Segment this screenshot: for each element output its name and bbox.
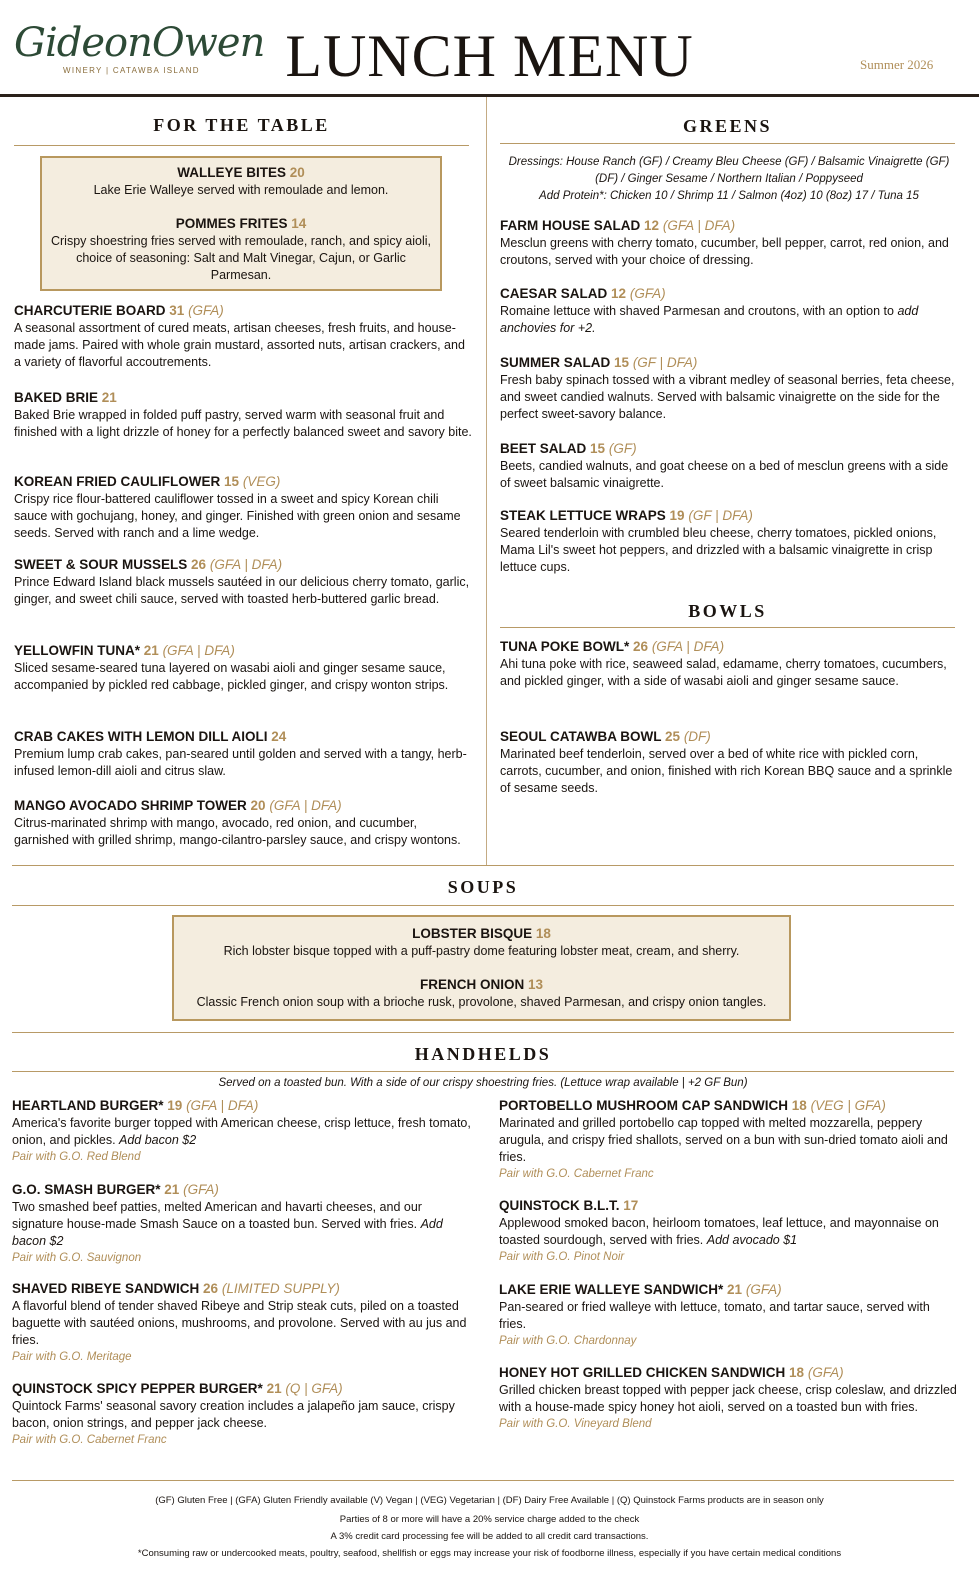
item-name: CHARCUTERIE BOARD (14, 303, 166, 318)
dressings-line: (DF) / Ginger Sesame / Northern Italian / Poppyseed (595, 173, 863, 185)
item-description: Lake Erie Walleye served with remoulade and lemon. (93, 183, 389, 197)
header-divider (0, 94, 979, 97)
item-description: Beets, candied walnuts, and goat cheese on a bed of mesclun greens with a side of sweet balsamic vinaigrette. (500, 459, 949, 490)
menu-item (50, 164, 432, 199)
item-description: Marinated and grilled portobello cap topped with melted mozzarella, peppery arugula, and crispy fried shallots, served on a bun with sun-dried tomato aioli and fries. (499, 1116, 948, 1164)
section-title-soups: SOUPS (447, 877, 519, 897)
item-description: Two smashed beef patties, melted American and havarti cheeses, and our signature house-made Smash Sauce on a toasted bun. Served with fries. (12, 1200, 422, 1231)
dressings-note (500, 154, 958, 205)
item-description: Mesclun greens with cherry tomato, cucumber, bell pepper, carrot, red onion, and croutons, served with your choice of dressing. (500, 236, 949, 267)
item-description: A seasonal assortment of cured meats, artisan cheeses, fresh fruits, and house-made jams. Paired with whole grain mustard, assorted nuts, artisan crackers, and a variety of flavorful accoutrements. (14, 321, 465, 369)
item-price: 25 (665, 729, 681, 744)
item-price: 21 (727, 1282, 743, 1297)
item-price: 18 (535, 926, 551, 941)
item-tags: (GFA | DFA) (269, 798, 342, 813)
section-rule (500, 143, 955, 144)
footer-rule (12, 1480, 954, 1481)
wine-pairing: Pair with G.O. Vineyard Blend (499, 1418, 652, 1430)
wine-pairing: Pair with G.O. Sauvignon (12, 1252, 142, 1264)
item-name: LAKE ERIE WALLEYE SANDWICH* (499, 1282, 724, 1297)
food-safety-warning: *Consuming raw or undercooked meats, poultry, seafood, shellfish or eggs may increase your risk of foodborne illness, especially if you have certain medical conditions (137, 1548, 842, 1559)
item-price: 19 (669, 508, 685, 523)
column-divider (486, 97, 487, 865)
menu-item (500, 217, 958, 269)
item-description: A flavorful blend of tender shaved Ribeye and Strip steak cuts, piled on a toasted baguette with sautéed onions, mushrooms, and provolone. Served with au jus and fries. (12, 1299, 467, 1347)
menu-item (499, 1281, 959, 1349)
item-price: 21 (266, 1381, 282, 1396)
logo-wordmark: GideonOwen (14, 20, 265, 66)
item-tags: (LIMITED SUPPLY) (221, 1281, 340, 1296)
section-rule (12, 905, 954, 906)
item-addon: add anchovies for +2. (500, 304, 919, 335)
item-tags: (GFA) (745, 1282, 782, 1297)
item-tags: (VEG | GFA) (810, 1098, 886, 1113)
item-tags: (GF | DFA) (688, 508, 753, 523)
card-fee-note: A 3% credit card processing fee will be added to all credit card transactions. (330, 1531, 649, 1542)
item-price: 14 (291, 216, 307, 231)
handhelds-note: Served on a toasted bun. With a side of our crispy shoestring fries. (Lettuce wrap available | +2 GF Bun) (218, 1077, 748, 1089)
item-name: HONEY HOT GRILLED CHICKEN SANDWICH (499, 1365, 786, 1380)
item-tags: (GFA) (629, 286, 666, 301)
item-name: SHAVED RIBEYE SANDWICH (12, 1281, 200, 1296)
dressings-line: Dressings: House Ranch (GF) / Creamy Bleu Cheese (GF) / Balsamic Vinaigrette (GF) (508, 156, 950, 168)
logo-subtitle: WINERY | CATAWBA ISLAND (63, 66, 200, 75)
menu-item (50, 215, 432, 284)
item-addon: Add bacon $2 (12, 1217, 443, 1248)
item-tags: (GFA | DFA) (186, 1098, 259, 1113)
item-price: 15 (614, 355, 630, 370)
item-name: MANGO AVOCADO SHRIMP TOWER (14, 798, 247, 813)
menu-item (14, 389, 472, 441)
item-name: POMMES FRITES (175, 216, 288, 231)
menu-item (12, 1380, 472, 1448)
menu-item (499, 1097, 959, 1182)
item-tags: (GFA | DFA) (662, 218, 736, 233)
item-description: America's favorite burger topped with American cheese, crisp lettuce, fresh tomato, onion, and pickles. (12, 1116, 471, 1147)
menu-item (500, 440, 958, 492)
menu-item (499, 1197, 959, 1265)
item-price: 19 (167, 1098, 183, 1113)
item-price: 21 (101, 390, 117, 405)
item-description: Rich lobster bisque topped with a puff-pastry dome featuring lobster meat, cream, and sherry. (223, 944, 740, 958)
service-charge-note: Parties of 8 or more will have a 20% service charge added to the check (339, 1514, 640, 1525)
item-name: BAKED BRIE (14, 390, 99, 405)
item-name: CAESAR SALAD (500, 286, 608, 301)
item-name: QUINSTOCK SPICY PEPPER BURGER* (12, 1381, 263, 1396)
section-rule (12, 1071, 954, 1072)
item-tags: (Q | GFA) (285, 1381, 343, 1396)
item-description: Applewood smoked bacon, heirloom tomatoes, leaf lettuce, and mayonnaise on toasted sourdough, served with fries. (499, 1216, 939, 1247)
item-price: 17 (623, 1198, 639, 1213)
item-name: FARM HOUSE SALAD (500, 218, 641, 233)
item-price: 12 (611, 286, 627, 301)
item-price: 26 (203, 1281, 219, 1296)
season-label: Summer 2026 (860, 57, 934, 72)
item-name: QUINSTOCK B.L.T. (499, 1198, 620, 1213)
item-description: Quintock Farms' seasonal savory creation includes a jalapeño jam sauce, crispy bacon, onion strings, and pepper jack cheese. (12, 1399, 455, 1430)
item-name: PORTOBELLO MUSHROOM CAP SANDWICH (499, 1098, 789, 1113)
menu-item (12, 1280, 472, 1365)
item-name: G.O. SMASH BURGER* (12, 1182, 161, 1197)
item-tags: (GFA | DFA) (209, 557, 283, 572)
section-title-bowls: BOWLS (688, 601, 767, 621)
wine-pairing: Pair with G.O. Cabernet Franc (499, 1168, 654, 1180)
item-price: 15 (590, 441, 606, 456)
menu-item (14, 473, 472, 542)
item-description: Crispy shoestring fries served with remoulade, ranch, and spicy aioli, choice of seasoning: Salt and Malt Vinegar, Cajun, or Garlic Parmesan. (50, 234, 432, 282)
item-description: Citrus-marinated shrimp with mango, avocado, red onion, and cucumber, garnished with grilled shrimp, mango-cilantro-parsley sauce, and crispy wontons. (14, 816, 461, 847)
item-price: 26 (633, 639, 649, 654)
item-tags: (DF) (683, 729, 711, 744)
item-price: 20 (250, 798, 266, 813)
section-rule (500, 627, 955, 628)
menu-item (14, 642, 472, 694)
item-name: YELLOWFIN TUNA* (14, 643, 140, 658)
item-price: 31 (169, 303, 185, 318)
section-rule (12, 865, 954, 866)
item-price: 24 (271, 729, 287, 744)
item-tags: (GFA | DFA) (162, 643, 235, 658)
item-tags: (GFA) (188, 303, 224, 318)
item-description: Baked Brie wrapped in folded puff pastry, served warm with seasonal fruit and finished with a light drizzle of honey for a perfectly balanced sweet and savory bite. (14, 408, 472, 439)
item-name: CRAB CAKES WITH LEMON DILL AIOLI (14, 729, 268, 744)
item-description: Ahi tuna poke with rice, seaweed salad, edamame, cherry tomatoes, cucumbers, and pickled ginger, with a side of wasabi aioli and ginger sesame sauce. (500, 657, 947, 688)
item-tags: (GF | DFA) (632, 355, 698, 370)
item-price: 18 (791, 1098, 807, 1113)
item-description: Pan-seared or fried walleye with lettuce, tomato, and tartar sauce, served with fries. (499, 1300, 930, 1331)
item-price: 12 (644, 218, 660, 233)
item-description: Classic French onion soup with a brioche rusk, provolone, shaved Parmesan, and crispy onion tangles. (196, 995, 767, 1009)
menu-item (500, 638, 958, 690)
item-name: KOREAN FRIED CAULIFLOWER (14, 474, 221, 489)
item-price: 20 (289, 165, 305, 180)
protein-line: Add Protein*: Chicken 10 / Shrimp 11 / Salmon (4oz) 10 (8oz) 17 / Tuna 15 (539, 190, 919, 202)
item-description: Premium lump crab cakes, pan-seared until golden and served with a tangy, herb-infused lemon-dill aioli and citrus slaw. (14, 747, 467, 778)
wine-pairing: Pair with G.O. Pinot Noir (499, 1251, 625, 1263)
menu-item (14, 797, 472, 849)
page-title: LUNCH MENU (285, 23, 694, 89)
menu-item (180, 925, 783, 960)
menu-item (500, 728, 958, 797)
wine-pairing: Pair with G.O. Meritage (12, 1351, 132, 1363)
featured-box-soups (172, 915, 791, 1021)
item-description: Grilled chicken breast topped with pepper jack cheese, crisp coleslaw, and drizzled with a house-made spicy honey hot aioli, served on a toasted bun with fries. (499, 1383, 957, 1414)
dietary-legend: (GF) Gluten Free | (GFA) Gluten Friendly available (V) Vegan | (VEG) Vegetarian | (DF) Dairy Free Available | (Q) Quinstock Farms products are in season only (155, 1495, 824, 1506)
item-name: SWEET & SOUR MUSSELS (14, 557, 188, 572)
section-rule (12, 1032, 954, 1033)
menu-item (12, 1097, 472, 1165)
item-description: Fresh baby spinach tossed with a vibrant medley of seasonal berries, feta cheese, and sweet candied walnuts. Served with balsamic vinaigrette on the side for the perfect sweet-savory balance. (500, 373, 955, 421)
item-name: HEARTLAND BURGER* (12, 1098, 164, 1113)
item-addon: Add bacon $2 (119, 1133, 197, 1147)
item-name: LOBSTER BISQUE (412, 926, 533, 941)
item-tags: (GFA) (183, 1182, 219, 1197)
item-price: 21 (143, 643, 159, 658)
menu-item (499, 1364, 959, 1432)
item-name: TUNA POKE BOWL* (500, 639, 630, 654)
menu-item (500, 507, 958, 576)
menu-item (180, 976, 783, 1011)
section-title-handhelds: HANDHELDS (414, 1044, 552, 1064)
menu-item (14, 556, 472, 608)
item-price: 13 (527, 977, 544, 992)
wine-pairing: Pair with G.O. Cabernet Franc (12, 1434, 167, 1446)
item-description: Prince Edward Island black mussels sautéed in our delicious cherry tomato, garlic, ginger, and sweet chili sauce, served with toasted herb-buttered garlic bread. (14, 575, 470, 606)
wine-pairing: Pair with G.O. Red Blend (12, 1151, 141, 1163)
item-tags: (GF) (608, 441, 637, 456)
section-title-for-the-table: FOR THE TABLE (153, 115, 330, 135)
item-name: STEAK LETTUCE WRAPS (500, 508, 666, 523)
item-price: 15 (224, 474, 240, 489)
item-description: Marinated beef tenderloin, served over a bed of white rice with pickled corn, carrots, cucumber, and onion, finished with rich Korean BBQ sauce and a sprinkle of sesame seeds. (500, 747, 953, 795)
section-rule (14, 145, 469, 146)
item-name: SEOUL CATAWBA BOWL (500, 729, 662, 744)
item-description: Sliced sesame-seared tuna layered on wasabi aioli and ginger sesame sauce, accompanied by pickled red cabbage, pickled ginger, and crispy wonton strips. (14, 661, 449, 692)
menu-item (500, 285, 958, 337)
featured-box-table (40, 156, 442, 291)
menu-item (500, 354, 958, 423)
item-description: Seared tenderloin with crumbled bleu cheese, cherry tomatoes, pickled onions, Mama Lil's sweet hot peppers, and drizzled with a balsamic vinaigrette in crisp lettuce cups. (500, 526, 937, 574)
item-tags: (VEG) (242, 474, 281, 489)
item-tags: (GFA) (807, 1365, 844, 1380)
menu-item (12, 1181, 472, 1266)
menu-item (14, 302, 472, 371)
item-name: SUMMER SALAD (500, 355, 611, 370)
section-title-greens: GREENS (682, 116, 773, 136)
menu-item (14, 728, 472, 780)
item-description: Crispy rice flour-battered cauliflower tossed in a sweet and spicy Korean chili sauce with gochujang, honey, and ginger. Finished with green onion and sesame seeds. Served with ranch and a lime wedge. (14, 492, 461, 540)
item-name: FRENCH ONION (419, 977, 525, 992)
item-description: Romaine lettuce with shaved Parmesan and croutons, with an option to (500, 304, 898, 318)
item-price: 21 (164, 1182, 180, 1197)
item-name: WALLEYE BITES (177, 165, 286, 180)
item-price: 26 (191, 557, 207, 572)
item-addon: Add avocado $1 (706, 1233, 798, 1247)
item-name: BEET SALAD (500, 441, 587, 456)
wine-pairing: Pair with G.O. Chardonnay (499, 1335, 637, 1347)
item-tags: (GFA | DFA) (651, 639, 725, 654)
item-price: 18 (789, 1365, 805, 1380)
